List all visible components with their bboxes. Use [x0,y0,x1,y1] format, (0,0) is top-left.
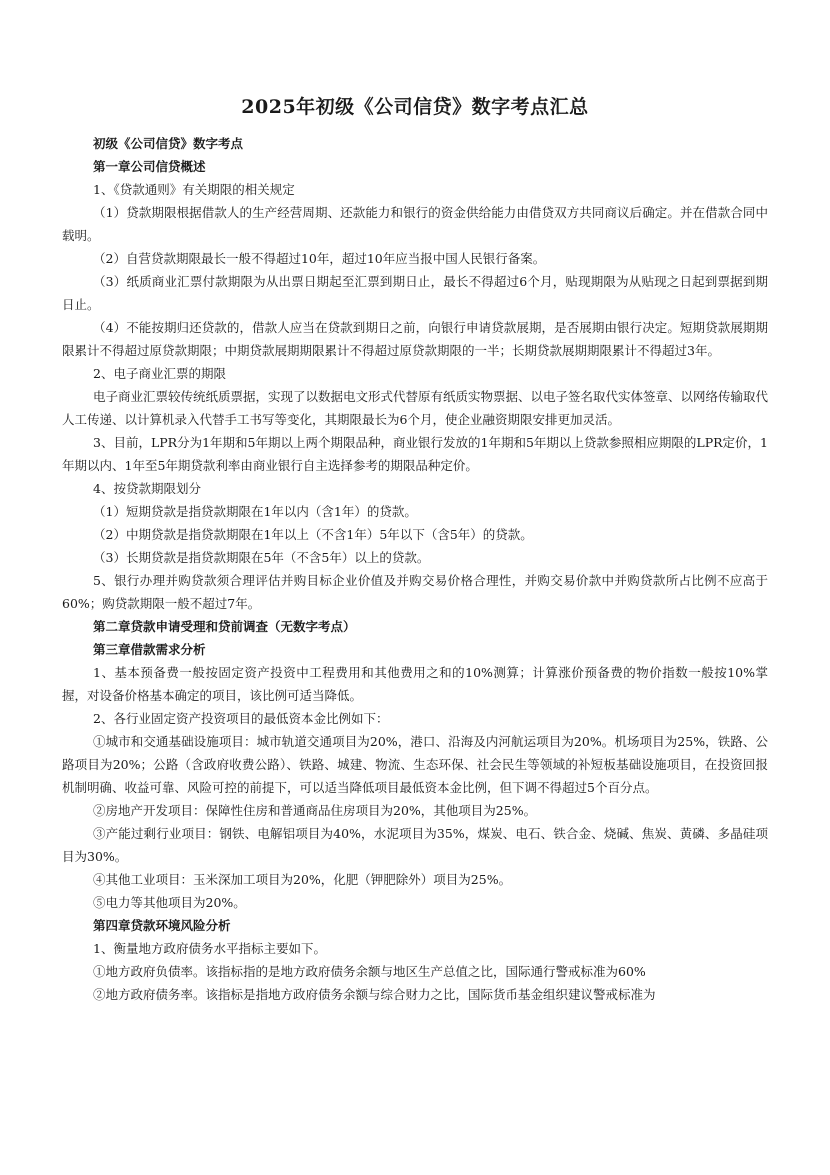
paragraph: （2）中期贷款是指贷款期限在1年以上（不含1年）5年以下（含5年）的贷款。 [93,527,533,542]
paragraph: ③产能过剩行业项目：钢铁、电解铝项目为40%，水泥项目为35%，煤炭、电石、铁合金、烧碱、焦炭、黄磷、多晶硅项目为30%。 [62,826,768,864]
paragraph: 初级《公司信贷》数字考点 [93,136,244,151]
paragraph: 2、各行业固定资产投资项目的最低资本金比例如下： [93,711,389,726]
paragraph: 第四章贷款环境风险分析 [93,918,231,933]
paragraph: ②房地产开发项目：保障性住房和普通商品住房项目为20%，其他项目为25%。 [93,803,537,818]
document-title: 2025年初级《公司信贷》数字考点汇总 [241,96,589,118]
paragraph: 第一章公司信贷概述 [93,159,206,174]
paragraph: 电子商业汇票较传统纸质票据，实现了以数据电文形式代替原有纸质实物票据、以电子签名取代实体签章、以网络传输取代人工传递、以计算机录入代替手工书写等变化，其期限最长为6个月，使企业融资期限安排更加灵活。 [62,389,769,427]
paragraph: （1）短期贷款是指贷款期限在1年以内（含1年）的贷款。 [93,504,417,519]
paragraph: （2）自营贷款期限最长一般不得超过10年，超过10年应当报中国人民银行备案。 [93,251,546,266]
paragraph: （4）不能按期归还贷款的，借款人应当在贷款到期日之前，向银行申请贷款展期，是否展期由银行决定。短期贷款展期期限累计不得超过原贷款期限；中期贷款展期期限累计不得超过原贷款期限的一半；长期贷款展期期限累计不得超过3年。 [62,320,768,358]
paragraph: 5、银行办理并购贷款须合理评估并购目标企业价值及并购交易价格合理性，并购交易价款中并购贷款所占比例不应高于60%；购贷款期限一般不超过7年。 [62,573,768,611]
paragraph: 1、衡量地方政府债务水平指标主要如下。 [93,941,326,956]
paragraph: ②地方政府债务率。该指标是指地方政府债务余额与综合财力之比，国际货币基金组织建议警戒标准为 [93,987,656,1002]
paragraph: （3）纸质商业汇票付款期限为从出票日期起至汇票到期日止，最长不得超过6个月，贴现期限为从贴现之日起到票据到期日止。 [62,274,768,312]
paragraph: 3、目前，LPR分为1年期和5年期以上两个期限品种，商业银行发放的1年期和5年期以上贷款参照相应期限的LPR定价，1年期以内、1年至5年期贷款利率由商业银行自主选择参考的期限品种定价。 [62,435,768,473]
paragraph: ①地方政府负债率。该指标指的是地方政府债务余额与地区生产总值之比，国际通行警戒标准为60% [93,964,646,979]
paragraph: 第二章贷款申请受理和贷前调查（无数字考点） [93,619,356,634]
paragraph: （1）贷款期限根据借款人的生产经营周期、还款能力和银行的资金供给能力由借贷双方共同商议后确定。并在借款合同中载明。 [62,205,768,243]
document-body [62,132,768,1006]
paragraph: 1、基本预备费一般按固定资产投资中工程费用和其他费用之和的10%测算；计算涨价预备费的物价指数一般按10%掌握，对设备价格基本确定的项目，该比例可适当降低。 [62,665,768,703]
paragraph: ①城市和交通基础设施项目：城市轨道交通项目为20%，港口、沿海及内河航运项目为20%。机场项目为25%，铁路、公路项目为20%；公路（含政府收费公路）、铁路、城建、物流、生态环保、社会民生等领域的补短板基础设施项目，在投资回报机制明确、收益可靠、风险可控的前提下，可以适当降低项目最低资本金比例，但下调不得超过5个百分点。 [62,734,768,795]
paragraph: （3）长期贷款是指贷款期限在5年（不含5年）以上的贷款。 [93,550,430,565]
paragraph: 4、按贷款期限划分 [93,481,201,496]
paragraph: 1、《贷款通则》有关期限的相关规定 [93,182,295,197]
paragraph: 第三章借款需求分析 [93,642,206,657]
paragraph: ⑤电力等其他项目为20%。 [93,895,246,910]
paragraph: ④其他工业项目：玉米深加工项目为20%，化肥（钾肥除外）项目为25%。 [93,872,512,887]
paragraph: 2、电子商业汇票的期限 [93,366,226,381]
